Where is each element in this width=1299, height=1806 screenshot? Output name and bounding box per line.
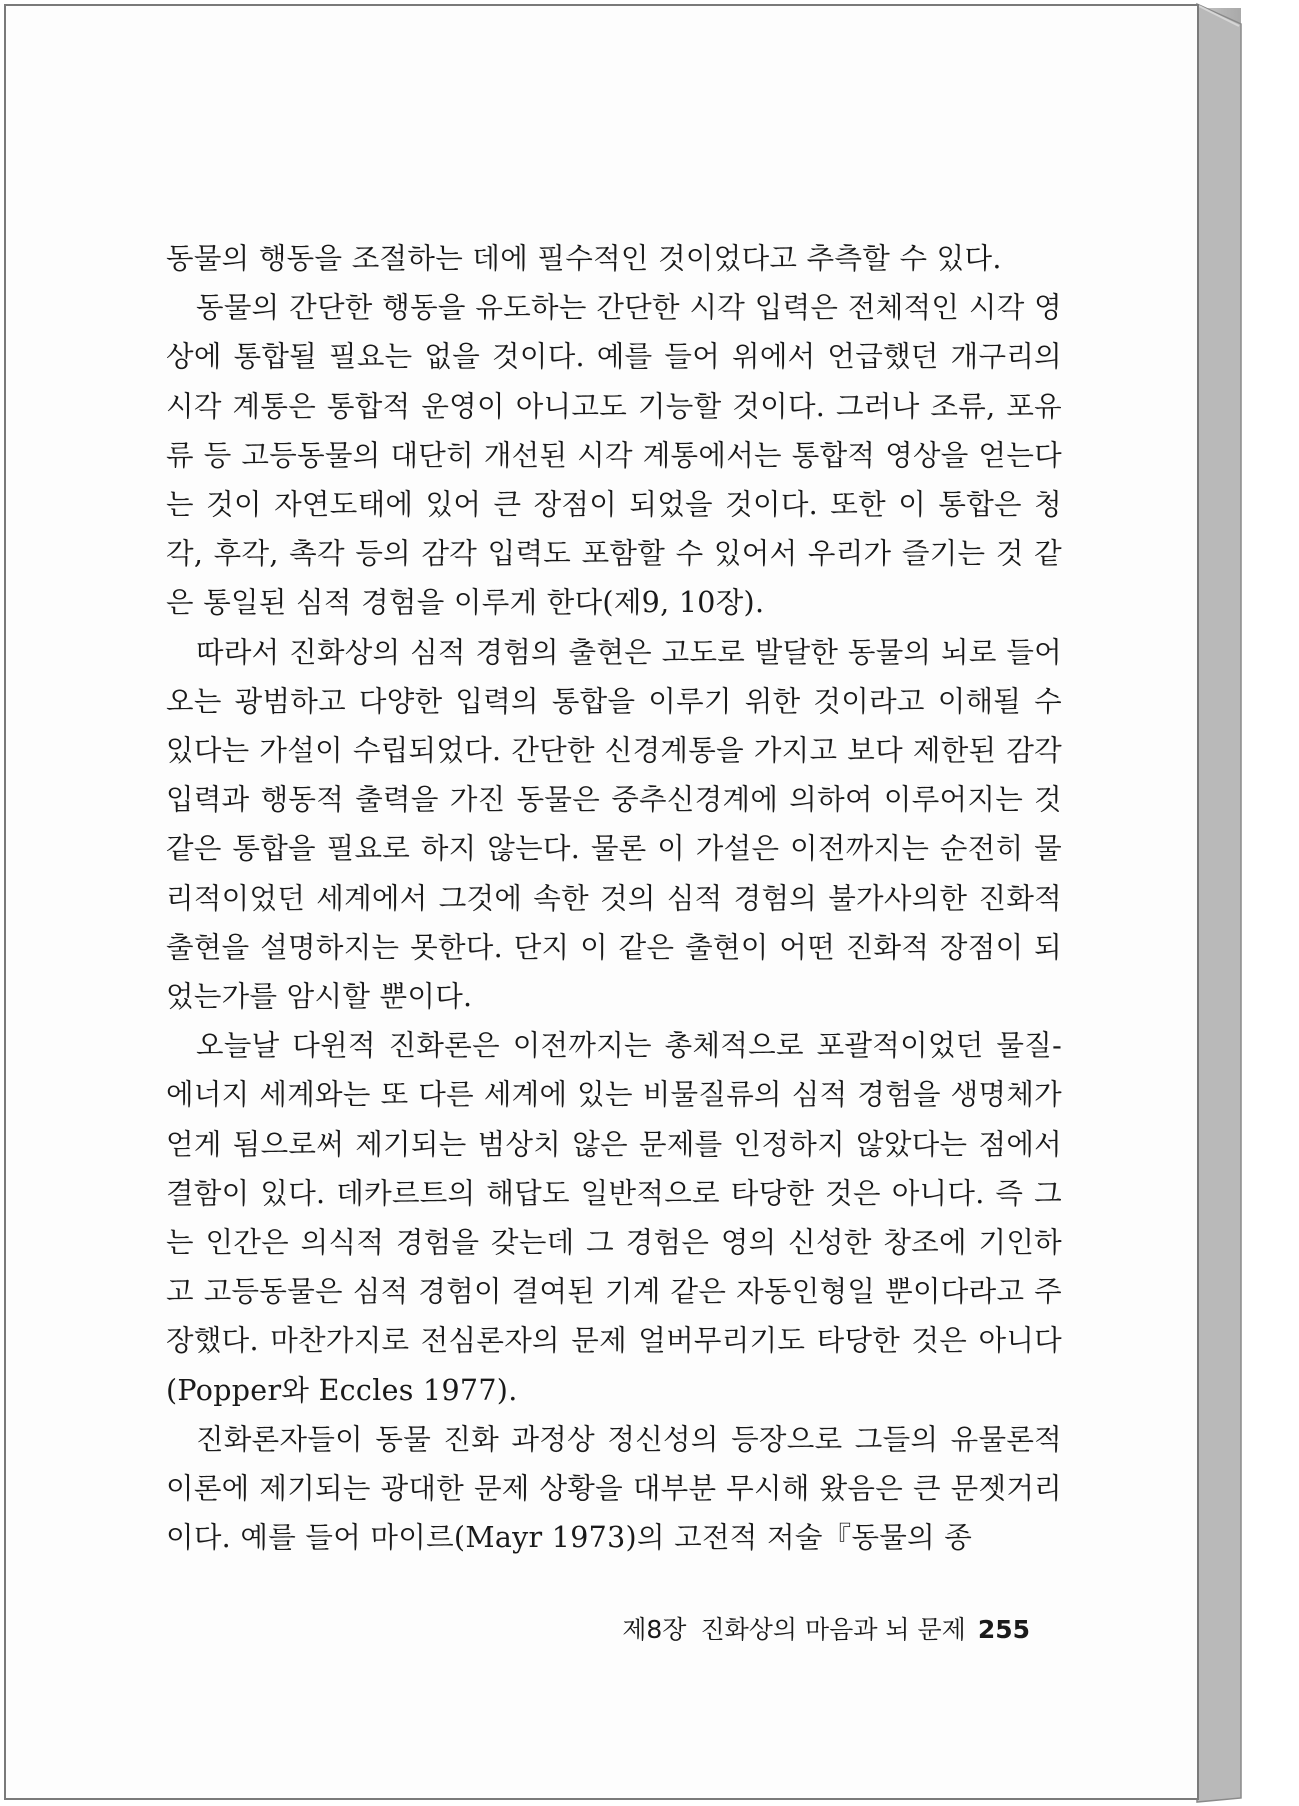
paragraph: 따라서 진화상의 심적 경험의 출현은 고도로 발달한 동물의 뇌로 들어오는 광범하고 다양한 입력의 통합을 이루기 위한 것이라고 이해될 수 있다는 가설이 수립되었다. 간단한 신경계통을 가지고 보다 제한된 감각 입력과 행동적 출력을 가진 동물은 중추신경계에 의하여 이루어지는 것 같은 통합을 필요로 하지 않는다. 물론 이 가설은 이전까지는 순전히 물리적이었던 세계에서 그것에 속한 것의 심적 경험의 불가사의한 진화적 출현을 설명하지는 못한다. 단지 이 같은 출현이 어떤 진화적 장점이 되었는가를 암시할 뿐이다. <box>166 635 1062 1014</box>
paragraph: 오늘날 다윈적 진화론은 이전까지는 총체적으로 포괄적이었던 물질-에너지 세계와는 또 다른 세계에 있는 비물질류의 심적 경험을 생명체가 얻게 됨으로써 제기되는 범상치 않은 문제를 인정하지 않았다는 점에서 결함이 있다. 데카르트의 해답도 일반적으로 타당한 것은 아니다. 즉 그는 인간은 의식적 경험을 갖는데 그 경험은 영의 신성한 창조에 기인하고 고등동물은 심적 경험이 결여된 기계 같은 자동인형일 뿐이다라고 주장했다. 마찬가지로 전심론자의 문제 얼버무리기도 타당한 것은 아니다(Popper와 Eccles 1977). <box>166 1029 1062 1407</box>
chapter-label: 제8장 <box>622 1615 687 1644</box>
book-page-edge <box>1197 8 1241 1798</box>
paragraph: 동물의 행동을 조절하는 데에 필수적인 것이었다고 추측할 수 있다. <box>166 242 1002 275</box>
chapter-title: 진화상의 마음과 뇌 문제 <box>700 1615 966 1644</box>
body-text <box>166 234 1062 1562</box>
paragraph: 진화론자들이 동물 진화 과정상 정신성의 등장으로 그들의 유물론적 이론에 제기되는 광대한 문제 상황을 대부분 무시해 왔음은 큰 문젯거리이다. 예를 들어 마이르(Mayr 1973)의 고전적 저술『동물의 종 <box>166 1422 1062 1555</box>
running-footer <box>600 1610 1030 1646</box>
paragraph: 동물의 간단한 행동을 유도하는 간단한 시각 입력은 전체적인 시각 영상에 통합될 필요는 없을 것이다. 예를 들어 위에서 언급했던 개구리의 시각 계통은 통합적 운영이 아니고도 기능할 것이다. 그러나 조류, 포유류 등 고등동물의 대단히 개선된 시각 계통에서는 통합적 영상을 얻는다는 것이 자연도태에 있어 큰 장점이 되었을 것이다. 또한 이 통합은 청각, 후각, 촉각 등의 감각 입력도 포함할 수 있어서 우리가 즐기는 것 같은 통일된 심적 경험을 이루게 한다(제9, 10장). <box>166 291 1062 620</box>
page-number: 255 <box>977 1615 1030 1644</box>
